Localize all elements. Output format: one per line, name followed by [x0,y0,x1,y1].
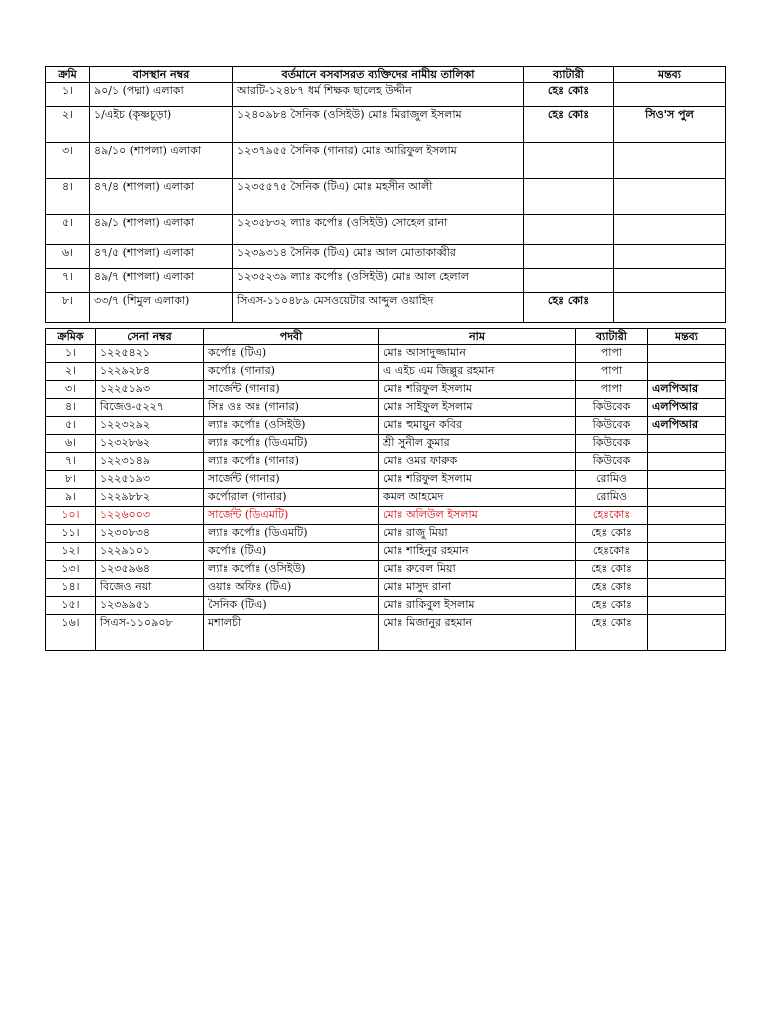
serial-cell: ৮। [46,293,90,323]
table-row [46,597,726,615]
serial-cell: ১২। [46,543,96,561]
table-row [46,525,726,543]
serial-cell: ৮। [46,471,96,489]
name-cell: মোঃ মাসুদ রানা [379,579,576,597]
army-number-cell: ১২২৫১৯৩ [96,381,204,399]
table-row [46,363,726,381]
remark-cell [614,143,726,179]
occupant-cell: ১২৩৫২৩৯ ল্যাঃ কর্পোঃ (ওসিইউ) মোঃ আল হেলাল [233,269,524,293]
table-row [46,435,726,453]
serial-cell: ২। [46,363,96,381]
army-number-cell: ১২৩২৮৬২ [96,435,204,453]
remark-cell [648,345,726,363]
header-name: নাম [379,329,576,345]
battery-cell: কিউবেক [576,399,648,417]
header-army-number: সেনা নম্বর [96,329,204,345]
occupant-cell: ১২৩৫৫৭৫ সৈনিক (টিএ) মোঃ মহসীন আলী [233,179,524,215]
table-row [46,269,726,293]
residence-header-row [46,67,726,83]
battery-cell: হেঃ কোঃ [576,561,648,579]
rank-cell: ওয়াঃ অফিঃ (টিএ) [204,579,379,597]
serial-cell: ১০। [46,507,96,525]
table-row [46,489,726,507]
remark-cell: সিও'স পুল [614,107,726,143]
table-row [46,615,726,651]
serial-cell: ১১। [46,525,96,543]
army-number-cell: বিজেও-৫২২৭ [96,399,204,417]
battery-cell: হেঃ কোঃ [576,525,648,543]
table-row [46,179,726,215]
remark-cell [648,543,726,561]
army-number-cell: বিজেও নয়া [96,579,204,597]
serial-cell: ১৪। [46,579,96,597]
name-cell: মোঃ সাইফুল ইসলাম [379,399,576,417]
serial-cell: ১৩। [46,561,96,579]
serial-cell: ৩। [46,143,90,179]
battery-cell [524,269,614,293]
header-battery: ব্যাটারী [576,329,648,345]
table-row [46,83,726,107]
residence-table [45,66,726,323]
army-number-cell: ১২৩০৮৩৪ [96,525,204,543]
remark-cell [614,245,726,269]
serial-cell: ৯। [46,489,96,507]
remark-cell [648,525,726,543]
rank-cell: ল্যাঃ কর্পোঃ (ডিএমটি) [204,435,379,453]
name-cell: মোঃ শাহিনুর রহমান [379,543,576,561]
name-cell: কমল আহমেদ [379,489,576,507]
table-row [46,245,726,269]
name-cell: মোঃ শরিফুল ইসলাম [379,381,576,399]
serial-cell: ৬। [46,435,96,453]
remark-cell [614,83,726,107]
battery-cell: কিউবেক [576,435,648,453]
army-number-cell: ১২৩৯৯৫১ [96,597,204,615]
army-number-cell: ১২২৫৪২১ [96,345,204,363]
table-row [46,543,726,561]
remark-cell [648,615,726,651]
header-serial: ক্রমিক [46,329,96,345]
rank-cell: কর্পোরাল (গানার) [204,489,379,507]
residence-cell: ৯০/১ (পদ্মা) এলাকা [90,83,233,107]
remark-cell [648,471,726,489]
battery-cell: পাপা [576,363,648,381]
serial-cell: ৫। [46,215,90,245]
residence-cell: ৪৯/১ (শাপলা) এলাকা [90,215,233,245]
army-number-cell: ১২২৫১৯৩ [96,471,204,489]
table-row-highlighted [46,507,726,525]
remark-cell [614,269,726,293]
table-row [46,293,726,323]
remark-cell: এলপিআর [648,399,726,417]
residence-cell: ১/এইচ (কৃষ্ণচূড়া) [90,107,233,143]
header-residence-number: বাসস্থান নম্বর [90,67,233,83]
name-cell: শ্রী সুনীল কুমার [379,435,576,453]
army-number-cell: ১২৩৫৯৬৪ [96,561,204,579]
rank-cell: ল্যাঃ কর্পোঃ (ডিএমটি) [204,525,379,543]
rank-cell: সার্জেন্ট (গানার) [204,471,379,489]
name-cell: মোঃ ওমর ফারুক [379,453,576,471]
remark-cell [648,453,726,471]
battery-cell [524,245,614,269]
serial-cell: ৪। [46,399,96,417]
rank-cell: কর্পোঃ (টিএ) [204,543,379,561]
battery-cell: রোমিও [576,471,648,489]
battery-cell: হেঃ কোঃ [524,83,614,107]
name-cell: মোঃ হুমায়ুন কবির [379,417,576,435]
serial-cell: ৭। [46,269,90,293]
serial-cell: ৫। [46,417,96,435]
residence-cell: ৪৭/৫ (শাপলা) এলাকা [90,245,233,269]
soldier-table [45,328,726,651]
battery-cell: পাপা [576,345,648,363]
remark-cell [648,363,726,381]
header-remark: মন্তব্য [614,67,726,83]
remark-cell [648,507,726,525]
battery-cell: হেঃ কোঃ [524,293,614,323]
serial-cell: ১৬। [46,615,96,651]
table-row [46,143,726,179]
rank-cell: সৈনিক (টিএ) [204,597,379,615]
army-number-cell: সিএস-১১০৯০৮ [96,615,204,651]
rank-cell: ল্যাঃ কর্পোঃ (ওসিইউ) [204,561,379,579]
table-row [46,471,726,489]
rank-cell: মশালচী [204,615,379,651]
occupant-cell: ১২৪০৯৮৪ সৈনিক (ওসিইউ) মোঃ মিরাজুল ইসলাম [233,107,524,143]
serial-cell: ৭। [46,453,96,471]
remark-cell [648,561,726,579]
header-serial: ক্রমি [46,67,90,83]
rank-cell: সার্জেন্ট (গানার) [204,381,379,399]
army-number-cell: ১২২৯১০১ [96,543,204,561]
name-cell: মোঃ অলিউল ইসলাম [379,507,576,525]
table-row [46,381,726,399]
rank-cell: কর্পোঃ (টিএ) [204,345,379,363]
residence-cell: ৪৯/৭ (শাপলা) এলাকা [90,269,233,293]
battery-cell [524,143,614,179]
residence-cell: ৩৩/৭ (শিমুল এলাকা) [90,293,233,323]
name-cell: মোঃ রাকিবুল ইসলাম [379,597,576,615]
remark-cell [614,293,726,323]
header-rank: পদবী [204,329,379,345]
battery-cell: হেঃকোঃ [576,507,648,525]
battery-cell: পাপা [576,381,648,399]
battery-cell: কিউবেক [576,453,648,471]
army-number-cell: ১২২৩২৯২ [96,417,204,435]
table-row [46,561,726,579]
residence-cell: ৪৯/১০ (শাপলা) এলাকা [90,143,233,179]
remark-cell [614,179,726,215]
serial-cell: ৪। [46,179,90,215]
remark-cell [648,435,726,453]
header-battery: ব্যাটারী [524,67,614,83]
remark-cell [648,579,726,597]
battery-cell: হেঃ কোঃ [576,597,648,615]
army-number-cell: ১২২৩১৪৯ [96,453,204,471]
occupant-cell: ১২৩৯৩১৪ সৈনিক (টিএ) মোঃ আল মোতাকাব্বীর [233,245,524,269]
name-cell: মোঃ রুবেল মিয়া [379,561,576,579]
serial-cell: ২। [46,107,90,143]
battery-cell: হেঃ কোঃ [576,579,648,597]
battery-cell: হেঃ কোঃ [576,615,648,651]
remark-cell: এলপিআর [648,417,726,435]
battery-cell [524,215,614,245]
header-remark: মন্তব্য [648,329,726,345]
rank-cell: সিঃ ওঃ অঃ (গানার) [204,399,379,417]
name-cell: মোঃ শরিফুল ইসলাম [379,471,576,489]
residence-cell: ৪৭/৪ (শাপলা) এলাকা [90,179,233,215]
remark-cell [614,215,726,245]
rank-cell: সার্জেন্ট (ডিএমটি) [204,507,379,525]
battery-cell: হেঃকোঃ [576,543,648,561]
serial-cell: ১৫। [46,597,96,615]
serial-cell: ১। [46,83,90,107]
serial-cell: ৬। [46,245,90,269]
header-occupants: বর্তমানে বসবাসরত ব্যক্তিদের নামীয় তালিকা [233,67,524,83]
table-row [46,215,726,245]
army-number-cell: ১২২৯২৮৪ [96,363,204,381]
remark-cell: এলপিআর [648,381,726,399]
occupant-cell: ১২৩৭৯৫৫ সৈনিক (গানার) মোঃ আরিফুল ইসলাম [233,143,524,179]
table-row [46,579,726,597]
name-cell: মোঃ মিজানুর রহমান [379,615,576,651]
battery-cell: রোমিও [576,489,648,507]
remark-cell [648,597,726,615]
occupant-cell: আরটি-১২৪৮৭ ধর্ম শিক্ষক ছালেহ উদ্দীন [233,83,524,107]
serial-cell: ৩। [46,381,96,399]
army-number-cell: ১২২৯৮৮২ [96,489,204,507]
name-cell: মোঃ রাজু মিয়া [379,525,576,543]
rank-cell: কর্পোঃ (গানার) [204,363,379,381]
table-row [46,417,726,435]
rank-cell: ল্যাঃ কর্পোঃ (গানার) [204,453,379,471]
table-row [46,453,726,471]
battery-cell: কিউবেক [576,417,648,435]
occupant-cell: সিএস-১১০৪৮৯ মেসওয়েটার আব্দুল ওয়াহিদ [233,293,524,323]
army-number-cell: ১২২৬০০৩ [96,507,204,525]
battery-cell: হেঃ কোঃ [524,107,614,143]
name-cell: মোঃ আসাদুজ্জামান [379,345,576,363]
soldier-header-row [46,329,726,345]
name-cell: এ এইচ এম জিল্লুর রহমান [379,363,576,381]
occupant-cell: ১২৩৫৮৩২ ল্যাঃ কর্পোঃ (ওসিইউ) সোহেল রানা [233,215,524,245]
table-row [46,345,726,363]
rank-cell: ল্যাঃ কর্পোঃ (ওসিইউ) [204,417,379,435]
battery-cell [524,179,614,215]
remark-cell [648,489,726,507]
table-row [46,399,726,417]
serial-cell: ১। [46,345,96,363]
table-row [46,107,726,143]
